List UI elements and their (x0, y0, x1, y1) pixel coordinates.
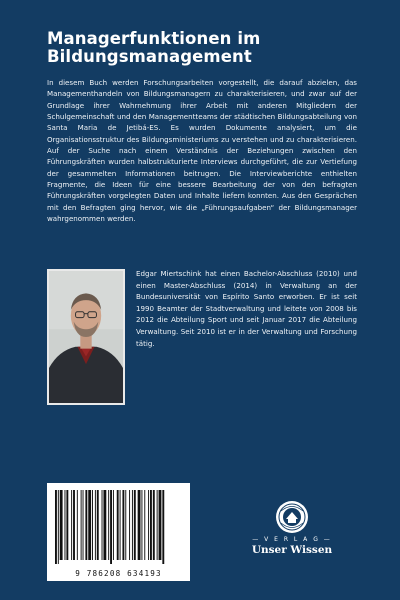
barcode-bar (92, 490, 93, 560)
barcode-bar (113, 490, 114, 560)
barcode-bar (157, 490, 158, 560)
publisher-logo (232, 500, 352, 566)
barcode-bar (58, 490, 59, 564)
barcode-bar (153, 490, 155, 560)
barcode-bar (141, 490, 142, 560)
book-description: In diesem Buch werden Forschungsarbeiten vorgestellt, die darauf abzielen, das Managementhandeln von Bildungsmanagern zu charakterisieren, und zwar auf der Grundlage ihrer Wahrnehmung ihrer Arbeit mit anderen Mitgliedern der Schulgemeinschaft und den Managementteams der städtischen Bildungsabteilung von Santa Maria de Jetibá-ES. Es wurden Dokumente analysiert, um die Organisationsstruktur des Bildungsministeriums zu verstehen und zu charakterisieren. Auf der Suche nach einem Verständnis der Beziehungen zwischen den Führungskräften wurden halbstrukturierte Interviews durchgeführt, die zur Vertiefung der gesammelten Informationen beitrugen. Die Interviewberichte enthielten Fragmente, die Ideen für eine bessere Bearbeitung der von den befragten Führungskräften vorgelegten Daten und Inhalte liefern konnten. Aus den Gesprächen mit den Befragten ging hervor, wie die „Führungsaufgaben“ der Bildungsmanager wahrgenommen werden. (47, 78, 357, 224)
publisher-tagline: — V E R L A G — (252, 536, 332, 543)
barcode-bar (129, 490, 130, 560)
barcode-bar (148, 490, 149, 560)
barcode-bar (144, 490, 145, 560)
barcode-bar (88, 490, 91, 560)
barcode-bar (125, 490, 126, 560)
barcode-bar (110, 490, 112, 564)
author-bio: Edgar Miertschink hat einen Bachelor-Abschluss (2010) und einen Master-Abschluss (2014) in Verwaltung an der Bundesuniversität von Espírito Santo erworben. Er ist seit 1990 Beamter der Stadtverwaltung und leitete von 2008 bis 2012 die Abteilung Sport und seit Januar 2017 die Abteilung Verwaltung. Seit 2010 ist er in der Verwaltung und Forschung tätig. (136, 269, 357, 348)
barcode-bar (102, 490, 103, 560)
barcode-bar (60, 490, 63, 560)
barcode-bar (120, 490, 121, 560)
author-photo (47, 269, 125, 405)
barcode-bar (97, 490, 99, 560)
publisher-name: Unser Wissen (251, 544, 333, 556)
barcode-bar (71, 490, 72, 560)
barcode-bars (53, 490, 186, 564)
barcode-bar (95, 490, 96, 560)
barcode-bar (83, 490, 84, 560)
barcode-bar (103, 490, 106, 560)
barcode-bar (108, 490, 109, 560)
barcode-bar (138, 490, 141, 560)
barcode-bar (66, 490, 68, 560)
barcode-bar (55, 490, 57, 564)
barcode-bar (77, 490, 78, 560)
barcode-bar (117, 490, 119, 560)
barcode-bar (134, 490, 136, 560)
isbn-number: 9 786208 634193 (75, 569, 162, 578)
barcode-bar (150, 490, 152, 560)
barcode-bar (162, 490, 164, 564)
publisher-seal-icon (275, 500, 309, 534)
barcode-bar (132, 490, 133, 560)
barcode-bar (122, 490, 124, 560)
barcode-bar (159, 490, 162, 560)
barcode-bar (73, 490, 75, 560)
book-title: Managerfunktionen im Bildungsmanagement (47, 29, 261, 66)
barcode-bar (65, 490, 66, 560)
barcode-bar (85, 490, 87, 560)
barcode-bar (81, 490, 82, 560)
isbn-barcode (47, 483, 190, 581)
